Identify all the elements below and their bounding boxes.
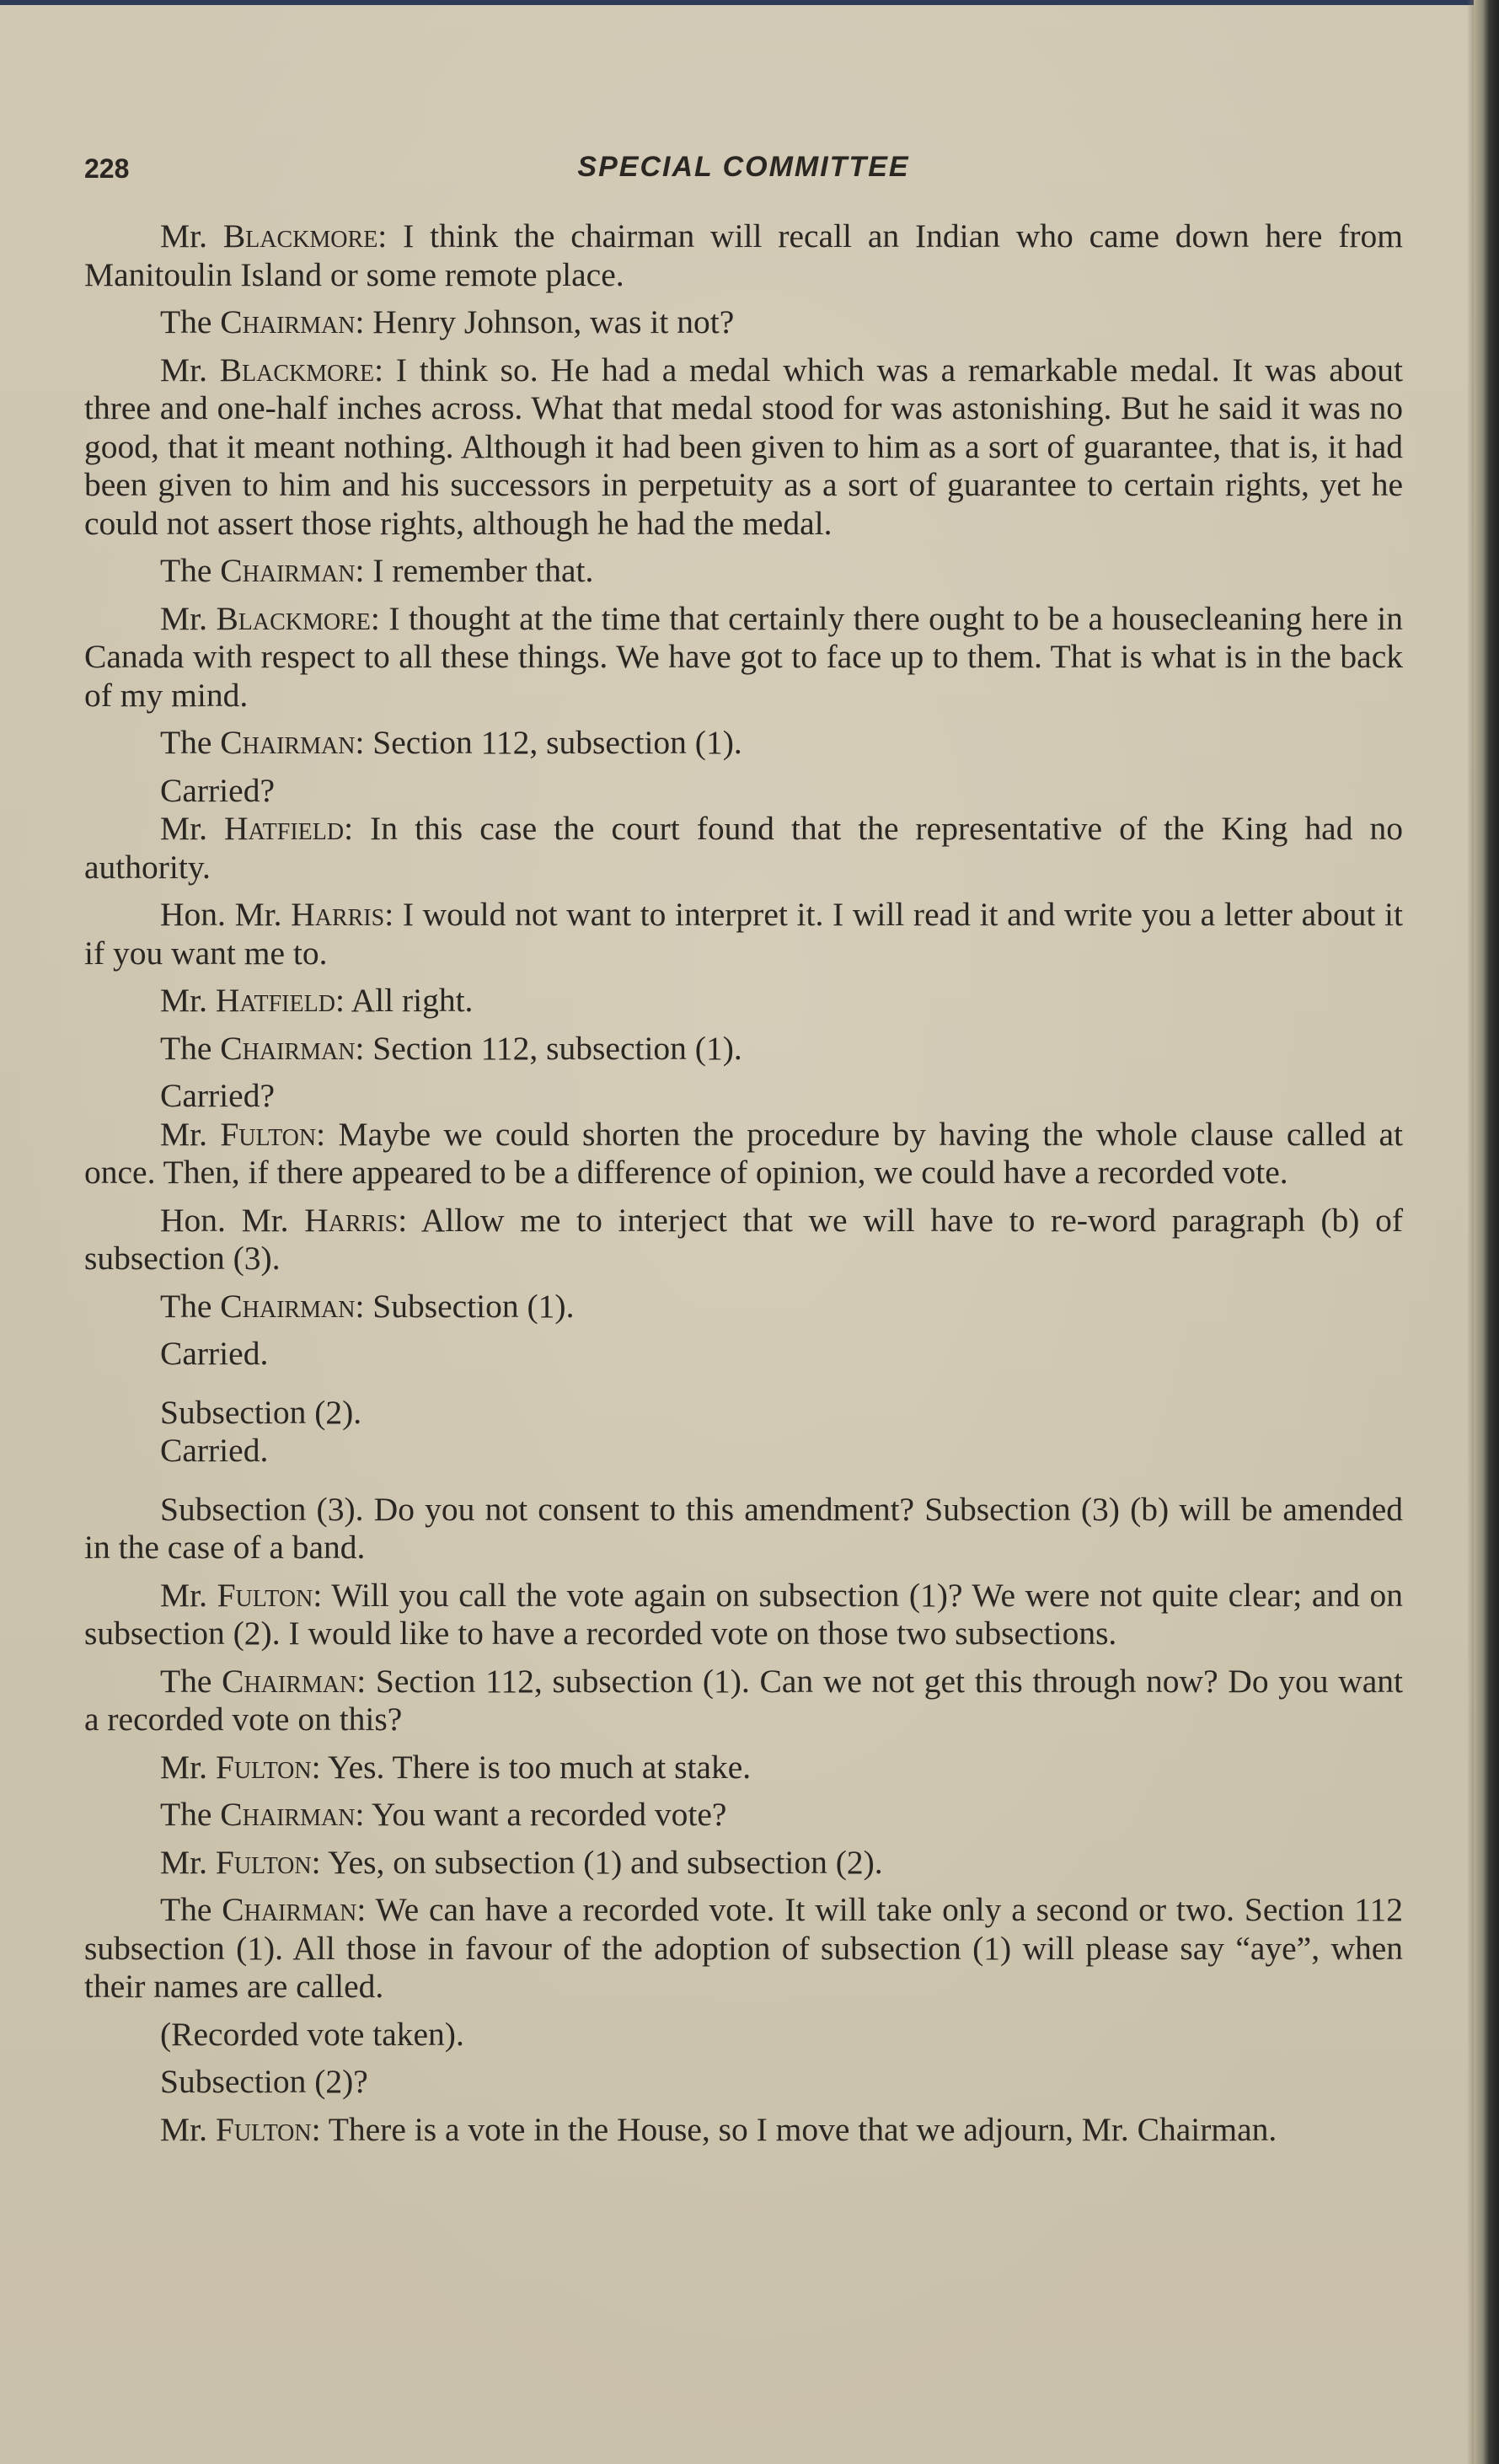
paragraph-gap	[84, 1374, 1403, 1394]
page-top-edge	[0, 0, 1499, 5]
transcript-paragraph	[84, 351, 1403, 544]
page-shadow	[1467, 0, 1474, 2464]
speaker-title: The	[160, 303, 221, 340]
speaker-name: Chairman	[220, 552, 356, 589]
speaker-title: Mr.	[160, 2110, 216, 2148]
transcript-paragraph	[84, 982, 1403, 1020]
speaker-name: Chairman	[222, 1891, 357, 1928]
transcript-paragraph	[84, 217, 1403, 294]
transcript-paragraph	[84, 2111, 1403, 2150]
speaker-title: Mr.	[160, 1576, 217, 1614]
speaker-title: Mr.	[160, 810, 225, 847]
speech-text: : There is a vote in the House, so I move that we adjourn, Mr. Chairman.	[311, 2110, 1277, 2148]
speaker-title: Mr.	[160, 351, 220, 388]
speaker-title: Mr.	[160, 599, 217, 637]
speech-text: : Section 112, subsection (1).	[355, 1029, 742, 1067]
transcript-paragraph	[84, 1202, 1403, 1278]
transcript-line: Subsection (2).	[160, 1393, 362, 1431]
speaker-name: Fulton	[215, 1748, 312, 1786]
page-number: 228	[84, 153, 130, 184]
speaker-name: Hatfield	[224, 810, 345, 847]
speaker-title: Mr.	[160, 1115, 221, 1153]
transcript-line: Carried?	[160, 771, 275, 809]
speaker-name: Chairman	[220, 303, 356, 340]
speaker-name: Fulton	[217, 1576, 313, 1614]
transcript-line: Carried.	[160, 1432, 269, 1469]
running-head: SPECIAL COMMITTEE	[577, 151, 910, 183]
transcript-paragraph	[84, 600, 1403, 715]
speaker-title: The	[160, 1287, 221, 1325]
transcript-paragraph	[84, 1030, 1403, 1069]
transcript-paragraph: (Recorded vote taken).	[160, 2015, 464, 2053]
speaker-name: Chairman	[220, 1287, 356, 1325]
speech-text: : Will you call the vote again on subsection (1)? We were not quite clear; and on subsection (2). I would like to have a recorded vote on those two subsections.	[84, 1576, 1403, 1652]
speaker-title: Hon. Mr.	[160, 896, 292, 933]
transcript-paragraph	[84, 1116, 1403, 1192]
transcript-paragraph	[84, 1749, 1403, 1787]
speech-text: : Section 112, subsection (1). Can we not get this through now? Do you want a recorded vote on this?	[84, 1662, 1403, 1738]
transcript-paragraph	[84, 1288, 1403, 1326]
transcript-line: Carried.	[160, 1335, 269, 1372]
speech-text: : I think the chairman will recall an Indian who came down here from Manitoulin Island or some remote place.	[84, 217, 1403, 293]
speaker-title: The	[160, 1796, 221, 1833]
transcript-paragraph	[84, 1796, 1403, 1835]
transcript-paragraph	[84, 810, 1403, 887]
speech-text: : I remember that.	[355, 552, 594, 589]
speaker-title: The	[160, 1662, 222, 1700]
speaker-name: Chairman	[220, 724, 356, 761]
transcript-paragraph	[84, 896, 1403, 972]
speech-text: : I thought at the time that certainly there ought to be a housecleaning here in Canada with respect to all these things. We have got to face up to them. That is what is in the back of my mind.	[84, 599, 1403, 714]
book-spine-edge	[1474, 0, 1499, 2464]
transcript-body	[84, 217, 1403, 2149]
speech-text: : Henry Johnson, was it not?	[355, 303, 735, 340]
transcript-paragraph: Subsection (2)?	[160, 2063, 368, 2100]
speaker-title: Hon. Mr.	[160, 1201, 305, 1239]
speaker-title: The	[160, 552, 221, 589]
speaker-name: Chairman	[220, 1796, 356, 1833]
speaker-name: Chairman	[220, 1029, 356, 1067]
speech-text: : I think so. He had a medal which was a remarkable medal. It was about three and one-half inches across. What that medal stood for was astonishing. But he said it was no good, that it meant nothing. Although it had been given to him as a sort of guarantee, that is, it had been given to him and his successors in perpetuity as a sort of guarantee to certain rights, yet he could not assert those rights, although he had the medal.	[84, 351, 1403, 542]
speaker-name: Fulton	[215, 2110, 312, 2148]
page-content	[84, 143, 1403, 2158]
speaker-name: Fulton	[215, 1843, 312, 1881]
transcript-paragraph: Subsection (3). Do you not consent to this amendment? Subsection (3) (b) will be amended in the case of a band.	[84, 1490, 1403, 1566]
speaker-name: Blackmore	[216, 599, 371, 637]
transcript-paragraph	[84, 1577, 1403, 1653]
speaker-title: The	[160, 724, 221, 761]
speech-text: : Allow me to interject that we will have to re-word paragraph (b) of subsection (3).	[84, 1201, 1403, 1277]
transcript-paragraph	[84, 552, 1403, 591]
speech-text: : We can have a recorded vote. It will take only a second or two. Section 112 subsection (1). All those in favour of the adoption of subsection (1) will please say “aye”, when their names are called.	[84, 1891, 1403, 2005]
speaker-name: Harris	[304, 1201, 399, 1239]
speaker-title: Mr.	[160, 1843, 216, 1881]
speaker-name: Chairman	[222, 1662, 357, 1700]
transcript-paragraph	[84, 1663, 1403, 1739]
speaker-title: Mr.	[160, 1748, 216, 1786]
speech-text: : Yes, on subsection (1) and subsection (2).	[311, 1843, 883, 1881]
speaker-name: Fulton	[220, 1115, 317, 1153]
speaker-title: The	[160, 1891, 222, 1928]
transcript-paragraph	[84, 724, 1403, 763]
page-header	[84, 143, 1403, 194]
speech-text: : Subsection (1).	[355, 1287, 575, 1325]
speech-text: : Maybe we could shorten the procedure by having the whole clause called at once. Then, if there appeared to be a difference of opinion, we could have a recorded vote.	[84, 1115, 1403, 1191]
speaker-title: The	[160, 1029, 221, 1067]
speech-text: : You want a recorded vote?	[355, 1796, 727, 1833]
speaker-name: Hatfield	[215, 982, 335, 1019]
transcript-line: Carried?	[160, 1077, 275, 1114]
speaker-title: Mr.	[160, 217, 223, 254]
speaker-title: Mr.	[160, 982, 216, 1019]
paragraph-gap	[84, 1470, 1403, 1491]
transcript-paragraph	[84, 1891, 1403, 2006]
transcript-paragraph	[84, 1844, 1403, 1883]
speech-text: : I would not want to interpret it. I will read it and write you a letter about it if you want me to.	[84, 896, 1403, 972]
speaker-name: Blackmore	[222, 217, 378, 254]
speaker-name: Harris	[291, 896, 385, 933]
speech-text: : Yes. There is too much at stake.	[311, 1748, 752, 1786]
transcript-paragraph	[84, 303, 1403, 342]
speech-text: : In this case the court found that the representative of the King had no authority.	[84, 810, 1403, 886]
speaker-name: Blackmore	[219, 351, 375, 388]
speech-text: : Section 112, subsection (1).	[355, 724, 742, 761]
speech-text: : All right.	[335, 982, 474, 1019]
